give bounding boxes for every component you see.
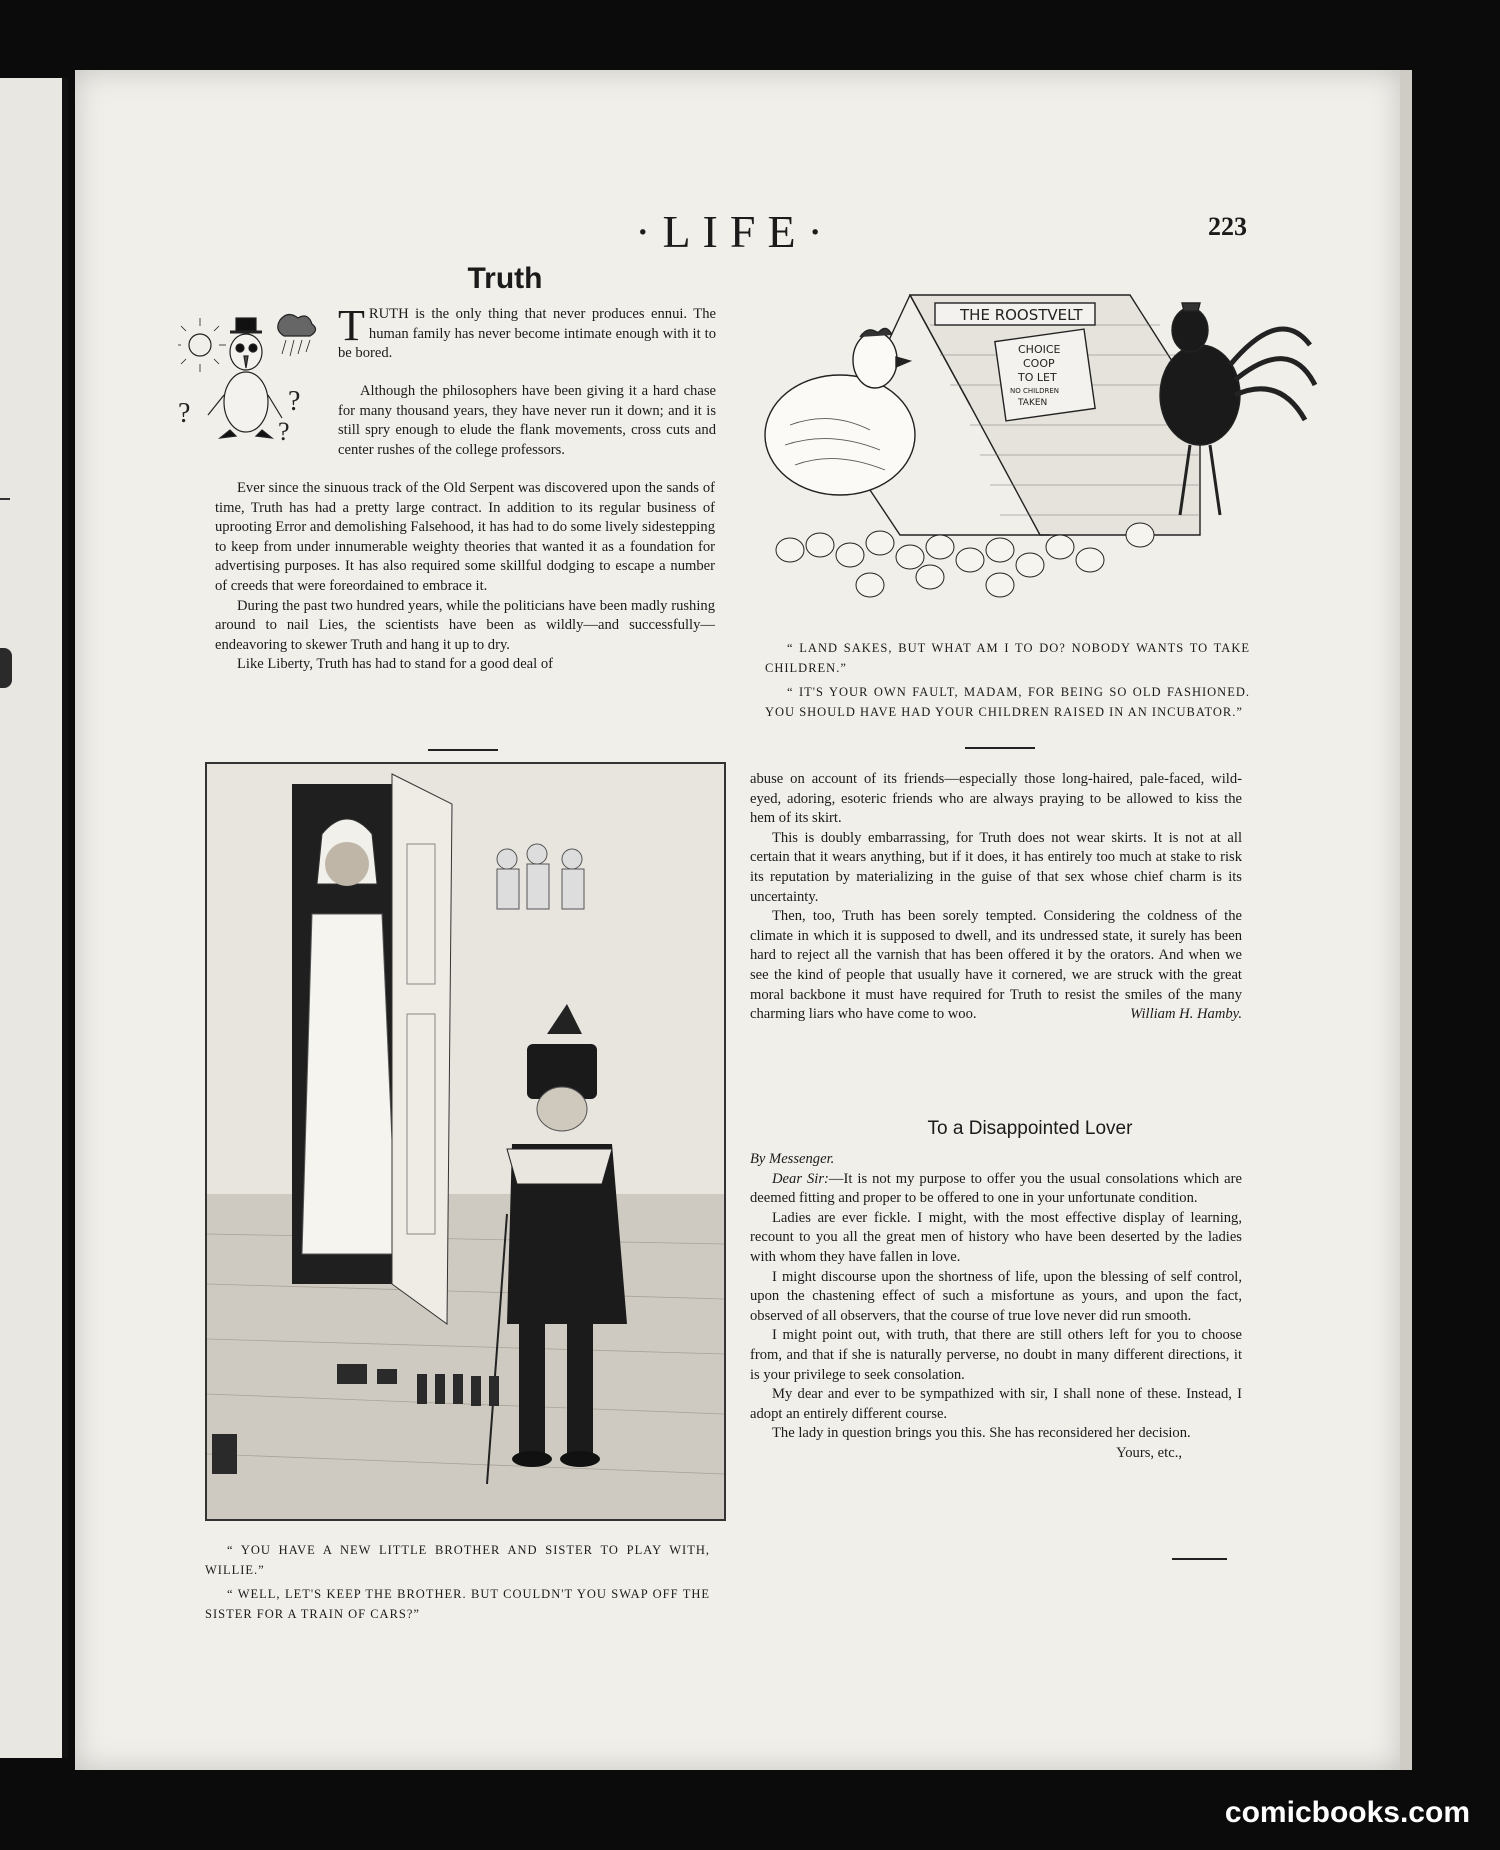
svg-text:?: ?: [178, 398, 191, 429]
watermark: comicbooks.com: [1224, 1796, 1470, 1829]
rooster-divider-rule: [965, 747, 1035, 749]
truth-dropcap: T: [338, 301, 365, 350]
coop-notice-line-4: NO CHILDREN: [1010, 387, 1059, 395]
truth-paragraph-2: Although the philosophers have been giving it a hard chase for many thousand years, they have never run it down; and it is still spry enough to elude the flank movements, cross cuts and center rushes of the college professors.: [338, 383, 716, 458]
truth-column-right: [750, 770, 1242, 1025]
truth-paragraph-6: abuse on account of its friends—especially those long-haired, pale-faced, wild-eyed, adoring, esoteric friends who are always praying to be allowed to kiss the hem of its skirt.: [750, 771, 1242, 827]
truth-signature: William H. Hamby.: [1130, 1006, 1242, 1023]
truth-paragraph-3: Ever since the sinuous track of the Old Serpent was discovered upon the sands of time, Truth has had a pretty large contract. In addition to its regular business of uprooting Error and demolishing Falsehood, it has had to do some lively sidestepping to keep from under innumerable weighty theories that wanted it as a foundation for advertising purposes. It has also required some skillful dodging to escape a number of creeds that were foreordained to embrace it.: [215, 480, 715, 594]
article-title-lover: To a Disappointed Lover: [927, 1118, 1133, 1139]
boy-caption-2: “ WELL, LET'S KEEP THE BROTHER. BUT COULDN'T YOU SWAP OFF THE SISTER FOR A TRAIN OF CARS?”: [205, 1587, 710, 1621]
truth-paragraph-2-top: [338, 382, 716, 460]
lover-paragraph-6: The lady in question brings you this. She has reconsidered her decision.: [772, 1425, 1191, 1442]
svg-text:?: ?: [278, 417, 290, 446]
lover-paragraph-1: Dear Sir:—It is not my purpose to offer you the usual consolations which are deemed fitting and proper to be offered to one in your unfortunate condition.: [750, 1170, 1242, 1207]
boy-caption: [205, 1540, 710, 1624]
truth-column-left: [215, 479, 715, 675]
previous-page-edge: [0, 78, 68, 1758]
truth-paragraph-7: This is doubly embarrassing, for Truth does not wear skirts. It is not at all certain that it wears anything, but if it does, it has entirely too much at stake to risk its reputation by materializing in the guise of that sex whose chief charm is its uncertainty.: [750, 829, 1242, 905]
coop-notice-line-2: COOP: [1023, 357, 1055, 370]
boy-nurse-cartoon: [205, 762, 726, 1521]
coop-sign-text: THE ROOSTVELT: [960, 306, 1083, 324]
truth-divider-rule: [428, 749, 498, 751]
article-title-truth: Truth: [467, 262, 543, 295]
previous-page-mark: [0, 498, 10, 500]
lover-closing: Yours, etc.,: [1116, 1444, 1182, 1461]
rooster-coop-cartoon: [760, 285, 1320, 615]
previous-page-illustration-fragment: [0, 648, 12, 688]
lover-paragraph-5: My dear and ever to be sympathized with sir, I shall none of these. Instead, I adopt an entirely different course.: [750, 1386, 1242, 1422]
page-number: 223: [1208, 212, 1247, 241]
rooster-caption-2: “ IT'S YOUR OWN FAULT, MADAM, FOR BEING SO OLD FASHIONED. YOU SHOULD HAVE HAD YOUR CHILDREN RAISED IN AN INCUBATOR.”: [765, 685, 1250, 719]
truth-paragraph-1: TRUTH is the only thing that never produces ennui. The human family has never become intimate enough with it to be bored.: [338, 301, 716, 362]
coop-notice-line-5: TAKEN: [1018, 398, 1048, 408]
boy-caption-1: “ YOU HAVE A NEW LITTLE BROTHER AND SISTER TO PLAY WITH, WILLIE.”: [205, 1543, 710, 1577]
lover-paragraph-2: Ladies are ever fickle. I might, with the most effective display of learning, recount to you all the great men of history who have been deserted by the ladies with whom they have fallen in love.: [750, 1209, 1242, 1265]
magazine-title: ·LIFE·: [635, 206, 835, 257]
svg-text:?: ?: [288, 386, 301, 417]
lover-paragraph-3: I might discourse upon the shortness of life, upon the blessing of self control, upon the chastening effect of such a misfortune as yours, and upon the fact, observed of all observers, that the course of true love never did run smooth.: [750, 1268, 1242, 1324]
truth-intro-text: [338, 301, 716, 364]
lover-paragraph-4: I might point out, with truth, that there are still others left for you to choose from, and that if she is naturally perverse, no doubt in many different directions, it is your privilege to seek consolation.: [750, 1327, 1242, 1383]
rooster-caption-1: “ LAND SAKES, BUT WHAT AM I TO DO? NOBODY WANTS TO TAKE CHILDREN.”: [765, 641, 1250, 675]
lover-salutation: Dear Sir:: [772, 1170, 829, 1187]
coop-notice-line-1: CHOICE: [1018, 343, 1061, 356]
page-right-edge: [1400, 70, 1412, 1770]
rooster-caption: [765, 638, 1250, 722]
lover-byline: By Messenger.: [750, 1151, 835, 1167]
truth-paragraph-8: Then, too, Truth has been sorely tempted. Considering the coldness of the climate in which it is supposed to dwell, and its undressed state, it surely has been hard to reject all the varnish that has been offered it by the orators. And when we see the kind of people that usually have it cornered, we are struck with the great moral backbone it must have required for Truth to resist the smiles of the many charming liars who have come to woo.: [750, 908, 1242, 1023]
truth-paragraph-5: Like Liberty, Truth has had to stand for a good deal of: [237, 656, 554, 673]
lover-end-rule: [1172, 1558, 1227, 1560]
coop-notice-line-3: TO LET: [1018, 371, 1057, 384]
truth-paragraph-4: During the past two hundred years, while the politicians have been madly rushing around to nail Lies, the scientists have been as wildly—and successfully—endeavoring to skewer Truth and hang it up to dry.: [215, 597, 715, 653]
lover-article-text: [750, 1150, 1242, 1464]
truth-snowman-illustration: [178, 310, 338, 450]
